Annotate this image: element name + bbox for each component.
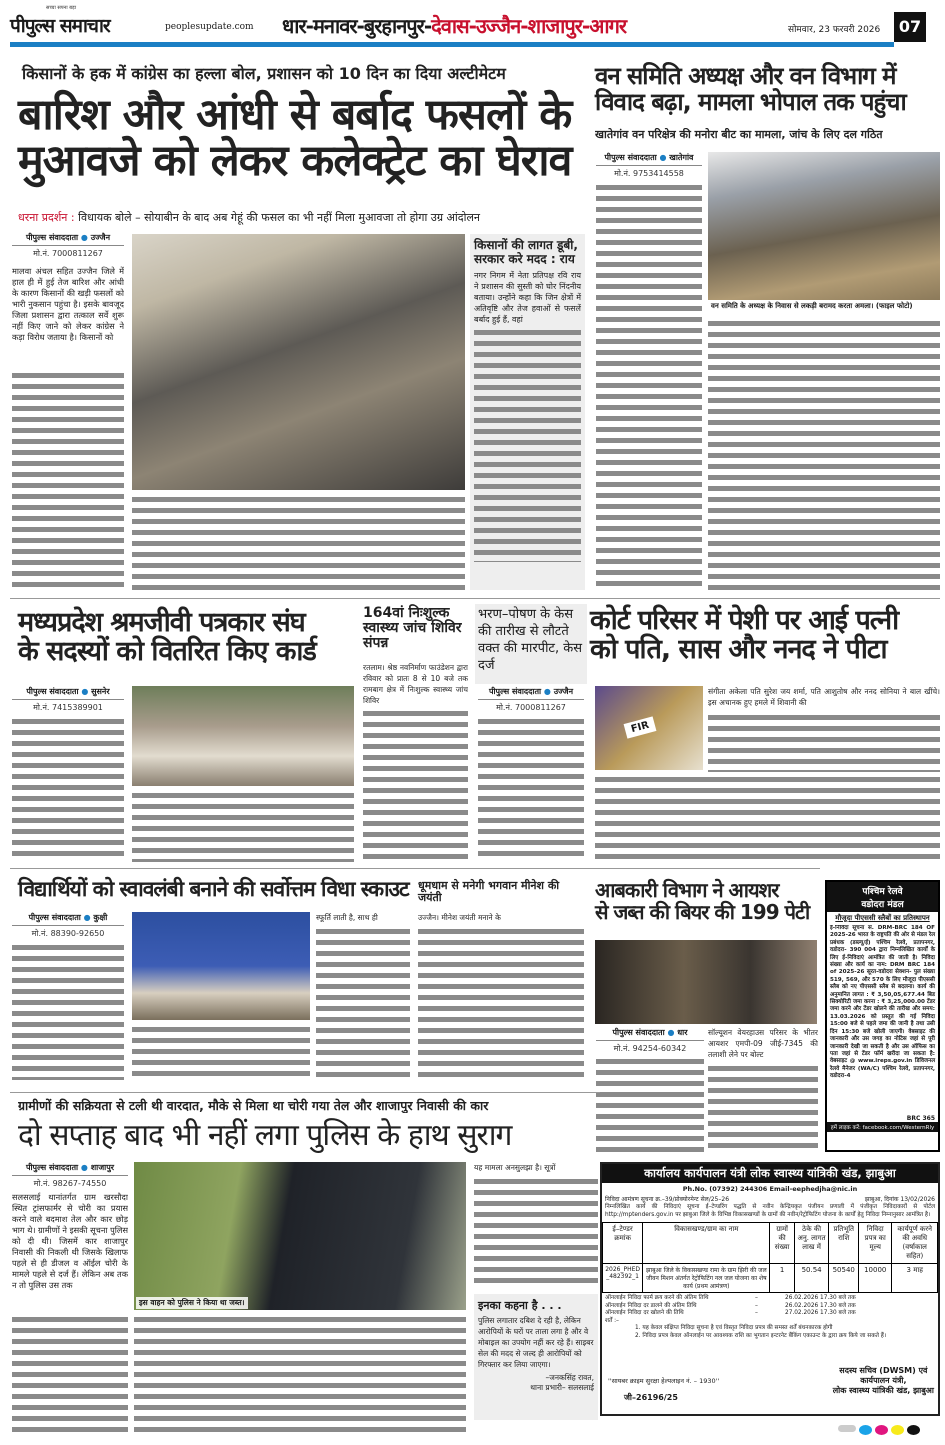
story5-kicker: भरण–पोषण के केस की तारीख से लौटते वक्त की मारपीट, केस दर्ज	[478, 607, 583, 673]
story5-headline-line1: कोर्ट परिसर में पेशी पर आई पत्नी	[590, 605, 899, 636]
masthead-rule	[10, 42, 894, 47]
byline: पीपुल्स संवाददाता ● धार	[596, 1027, 704, 1041]
fir-icon: FIR	[624, 716, 657, 738]
story3-headline-line1: मध्यप्रदेश श्रमजीवी पत्रकार संघ	[18, 607, 305, 638]
story9-body: सलसलाई थानांतर्गत ग्राम खरसौदा स्थित ट्रांसफार्मर से चोरी का प्रयास करने वाले बदमाश तेल और कार छोड़ भाग थे। ग्रामीणों ने इसकी सूचना पुलिस को दी थी। जिसमें कार शाजापुर निवासी की निकली थी जिसके खिलाफ पहले से ही डीजल व ऑईल चोरी के मामले पहले से दर्ज हैं। लेकिन अब तक न तो पुलिस उस तक	[12, 1192, 128, 1290]
story8-body-continued	[708, 1063, 818, 1154]
story5-kicker-box	[475, 604, 587, 684]
signature-line1: सदस्य सचिव (DWSM) एवं	[839, 1366, 928, 1375]
tender-signature	[833, 1366, 934, 1396]
story1-headline-line1: बारिश और आंधी से बर्बाद फसलों के	[18, 90, 572, 140]
story3-headline-line2: के सदस्यों को वितरित किए कार्ड	[18, 636, 316, 668]
story6-body-col1	[12, 942, 124, 1080]
tender-ref-row	[602, 1195, 938, 1203]
story9-headline: दो सप्ताह बाद भी नहीं लगा पुलिस के हाथ सुराग	[18, 1118, 512, 1153]
railway-ad-code: BRC 365	[906, 1115, 935, 1122]
railway-ad-title1: पश्चिम रेलवे	[862, 887, 903, 897]
col-header: ग्रामों की संख्या	[770, 1223, 794, 1264]
tender-deadlines	[602, 1293, 938, 1342]
website-url: peoplesupdate.com	[165, 22, 254, 32]
story5-body-col1	[478, 716, 584, 862]
yellow-mark	[891, 1425, 904, 1435]
byline: पीपुल्स संवाददाता ● सुसनेर	[12, 686, 124, 700]
railway-ad-header	[827, 882, 938, 912]
story1-headline-line2: मुआवजे को लेकर कलेक्ट्रेट का घेराव	[18, 136, 572, 187]
story5-headline	[590, 606, 940, 664]
cell: 10000	[859, 1264, 892, 1293]
story1-kicker	[18, 210, 588, 225]
story6-body-cols	[132, 1024, 310, 1080]
region-title-black: धार-मनावर-बुरहानपुर-	[282, 14, 432, 38]
railway-ad-subtitle: मौजूदा पीएससी स्लैबों का प्रतिस्थापन	[835, 914, 930, 922]
story1-sidebar	[470, 234, 585, 590]
gray-mark	[838, 1425, 856, 1432]
masthead	[10, 5, 935, 48]
tender-date: झाबुआ, दिनांक 13/02/2026	[864, 1196, 935, 1203]
byline: पीपुल्स संवाददाता ● उज्जैन	[478, 686, 584, 700]
region-title-red: देवास-उज्जैन-शाजापुर-आगर	[431, 14, 627, 38]
tender-table	[602, 1222, 938, 1293]
signature-line3: लोक स्वास्थ्य यांत्रिकी खंड, झाबुआ	[832, 1386, 934, 1395]
color-registration-marks	[838, 1425, 920, 1435]
story9-photo	[134, 1162, 466, 1310]
story2-headline	[595, 64, 940, 116]
logo: पीपुल्स समाचार	[10, 15, 110, 37]
story8-photo	[595, 940, 817, 1024]
story2-headline-line2: विवाद बढ़ा, मामला भोपाल तक पहुंचा	[595, 87, 906, 116]
deadline-row: ऑनलाईन निविदा दर डालने की अंतिम तिथि – 26.02.2026 17.30 बजे तक	[605, 1302, 856, 1309]
cyan-mark	[859, 1425, 872, 1435]
story8-body-col1	[596, 1056, 704, 1154]
story7-body-continued	[418, 926, 584, 1080]
deadline-row: ऑनलाईन निविदा फार्म क्रय करने की अंतिम तिथि – 26.02.2026 17.30 बजे तक	[605, 1295, 856, 1301]
sidebar-body: नगर निगम में नेता प्रतिपक्ष रवि राय ने प्रशासन की सुस्ती को घोर निंदनीय बताया। उन्होंने कहा कि जिन क्षेत्रों में अतिवृष्टि और तेज हवाओं से फसलें बर्बाद हुई हैं, वहां	[474, 270, 581, 324]
table-row	[603, 1264, 938, 1293]
story4-body: रतलाम। श्रेष्ठ नवनिर्माण फाउंडेशन द्वारा रविवार को प्रातः 8 से 10 बजे तक रामबाग क्षेत्र में निःशुल्क स्वास्थ्य जांच शिविर	[363, 663, 468, 705]
cell: 3 माह	[892, 1264, 938, 1293]
terms-label: शर्तें :–	[605, 1317, 619, 1324]
tender-intro: निम्नलिखित कार्य की निविदाएं सूचना ई–टेण्डरिंग पद्धति से नवीन केन्द्रियकृत पंजीयन प्रणाली में पंजीकृत निविदाकारों से पोर्टल http://mptenders.gov.in पर झाबुआ जिले के विभिन्न विकासखण्डों के ग्रामों की नवीन/रेट्रोफिटिंग योजना के कार्यों हेतु निविदा निम्नानुसार आमंत्रित है।	[605, 1204, 935, 1218]
story8-headline-line1: आबकारी विभाग ने आयशर	[595, 878, 779, 902]
story3-body-cols	[132, 790, 354, 862]
tender-title: कार्यालय कार्यपालन यंत्री लोक स्वास्थ्य यांत्रिकी खंड, झाबुआ	[602, 1164, 938, 1183]
sidebar-title: किसानों की लागत डूबी, सरकार करे मदद : राय	[474, 238, 578, 267]
story1-body-columns	[132, 494, 465, 590]
quote-role: थाना प्रभारी– सलसलाई	[530, 1383, 594, 1392]
byline: पीपुल्स संवाददाता ● शाजापुर	[12, 1162, 128, 1176]
story1-headline	[18, 92, 588, 185]
cell: 50.54	[794, 1264, 829, 1293]
signature-line2: कार्यपालन यंत्री,	[860, 1376, 907, 1385]
story6-headline: विद्यार्थियों को स्वावलंबी बनाने की सर्वोत्तम विधा स्काउट	[18, 877, 409, 901]
cell: 50540	[829, 1264, 859, 1293]
tender-helpline: ''सायबर क्राइम सुरक्षा हेल्पलाइन नं. – 1930''	[608, 1377, 720, 1385]
story3-photo	[132, 686, 354, 786]
railway-ad-body: ई-निविदा सूचना सं. DRM-BRC 184 OF 2025-26 भारत के राष्ट्रपति की ओर से मंडल रेल प्रबंधक (डब्ल्यू/ई) पश्चिम रेलवे, प्रतापनगर, वडोदरा- 390 004 द्वारा निम्नलिखित कार्यों के लिए ई-निविदाएं आमंत्रित की जाती है। निविदा संख्या और कार्य का नाम: DRM BRC 184 of 2025-26 सूरत-वडोदरा सेक्शन- पुल संख्या 519, 569, और 570 के लिए मौजूदा पीएससी स्लैब को नए पीएससी स्लैब से बदलना। कार्य की अनुमानित लागत : ₹ 3,50,05,677.44 बिड सिक्योरिटी जमा करना : ₹ 3,25,000.00 टेंडर जमा करने और टेंडर खोलने की तारीख और समय: 13.03.2026 को प्रस्तुत की गई निविदा 15:00 बजे से पहले जमा की जानी है तथा उसी दिन 15:30 बजे खोली जाएगी। वेबसाइट की जानकारी और उस जगह का नोटिस जहां से पूरी जानकारी देखी जा सकती है और उस ऑफिस का पता जहां से टेंडर फॉर्म खरीदा जा सकता है: वेबसाइट @ www.ireps.gov.in डिविजनल रेलवे मैनेजर (WA/C) पश्चिम रेलवे, प्रतापनगर, वडोदरा-4	[830, 925, 935, 1080]
story1-byline-box	[12, 232, 124, 259]
story9-body2-continued	[474, 1176, 598, 1288]
story8-headline-line2: से जब्त की बियर की 199 पेटी	[595, 899, 810, 924]
story5-body: संगीता अकेला पति सुरेश जय शर्मा, पति आशुतोष और ननद सोनिया ने बाल खींचे। इस अचानक हुए हमले में शिवानी की	[708, 687, 940, 707]
story5-body-right	[708, 712, 940, 772]
story4-headline: 164वां निःशुल्क स्वास्थ्य जांच शिविर संपन्न	[363, 605, 462, 652]
story9-body-continued	[12, 1314, 128, 1434]
story6-photo	[132, 912, 310, 1020]
story9-body2: यह मामला अनसुलझा है। सूत्रों	[474, 1163, 556, 1172]
story3-body-col1	[12, 716, 124, 862]
col-header: निविदा प्रपत्र का मूल्य	[859, 1223, 892, 1264]
story7-headline: धूमधाम से मनेगी भगवान मीनेश की जयंती	[418, 879, 560, 904]
phone: मो.नं. 7000811267	[496, 703, 566, 712]
col-header: ई–टेण्डर क्रमांक	[603, 1223, 643, 1264]
region-title	[282, 12, 626, 39]
quote-title: इनका कहना है . . .	[478, 1299, 562, 1312]
story2-byline-box	[596, 152, 702, 179]
byline: पीपुल्स संवाददाता ● खातेगांव	[596, 152, 702, 166]
story3-headline	[18, 608, 358, 666]
phone: मो.नं. 7415389901	[33, 703, 103, 712]
quote-author: –जनकसिंह रावत,	[545, 1373, 594, 1382]
date: सोमवार, 23 फरवरी 2026	[788, 25, 881, 35]
story1-photo	[132, 234, 465, 490]
story8-body: सॉल्यूशन वेयरहाउस परिसर के भीतर आयशर एमपी-09 जीई-7345 की तलाशी लेने पर बोल्ट	[708, 1028, 818, 1059]
story9-body-cols	[134, 1314, 466, 1434]
term: 1. यह केवल संक्षिप्त निविदा सूचना है एवं विस्तृत निविदा प्रपत्र की समस्त शर्तें बंधनकारक होगी	[635, 1325, 833, 1331]
quote-box	[474, 1294, 598, 1420]
story7-body: उज्जैन। मीनेश जयंती मनाने के	[418, 913, 501, 922]
story9-subhead: ग्रामीणों की सक्रियता से टली थी वारदात, मौके से मिला था चोरी गया तेल और शाजापुर निवासी की कार	[18, 1098, 489, 1113]
story1-kicker-text: विधायक बोले – सोयाबीन के बाद अब गेहूं की फसल का भी नहीं मिला मुआवजा तो होगा उग्र आंदोलन	[78, 211, 481, 224]
railway-ad-footer[interactable]: हमें लाइक करें: facebook.com/WesternRly	[827, 1122, 938, 1132]
story1-kicker-label: धरना प्रदर्शन :	[18, 211, 75, 224]
story2-photo-caption: वन समिति के अध्यक्ष के निवास से लकड़ी बरामद करता अमला। (फाइल फोटो)	[708, 301, 940, 312]
story8-headline	[595, 880, 820, 923]
magenta-mark	[875, 1425, 888, 1435]
sidebar-body-continued	[474, 327, 581, 562]
term: 2. निविदा प्रपत्र केवल ऑनलाईन पर आवश्यक राशि का भुगतान इन्टरनेट बैंकिंग एकाउन्ट के द्वारा क्रय किये जा सकते हैं।	[635, 1332, 887, 1339]
byline: पीपुल्स संवाददाता ● उज्जैन	[12, 232, 124, 246]
story6-body: स्फूर्ति लाती है, साथ ही	[316, 913, 378, 922]
logo-tagline: सच्चा सपना बड़ा	[46, 5, 77, 11]
section-divider	[10, 1092, 600, 1093]
story6-body-continued	[316, 926, 410, 1080]
col-header: विकासखण्ड/ग्राम का नाम	[643, 1223, 770, 1264]
section-divider	[10, 598, 940, 599]
story6-byline-box	[12, 912, 124, 939]
story1-subhead: किसानों के हक में कांग्रेस का हल्ला बोल, प्रशासन को 10 दिन का दिया अल्टीमेटम	[22, 64, 506, 83]
cell: 2026_PHED_482392_1	[603, 1264, 643, 1293]
phone: मो.नं. 88390-92650	[31, 929, 105, 938]
story8-byline-box	[596, 1027, 704, 1054]
phone: मो.नं. 98267-74550	[33, 1179, 107, 1188]
railway-ad-title2: वडोदरा मंडल	[861, 900, 904, 910]
tender-ref: निविदा आमंत्रण सूचना क्र.–39/प्रोक्योरमेन्ट सेल/25–26	[605, 1196, 730, 1203]
story2-subhead: खातेगांव वन परिक्षेत्र की मनोरा बीट का मामला, जांच के लिए दल गठित	[595, 128, 883, 141]
deadline-row: ऑनलाईन निविदा दर खोलने की तिथि – 27.02.2026 17.30 बजे तक	[605, 1310, 856, 1316]
quote-text: पुलिस लगातार दबिश दे रही है, लेकिन आरोपियों के घरों पर ताला लगा है और वे मोबाइल का उपयोग नहीं कर रहे हैं। साइबर सेल की मदद से जल्द ही आरोपियों को गिरफ्तार कर लिया जाएगा।	[478, 1316, 594, 1369]
tender-code: जी–26196/25	[624, 1393, 678, 1402]
story5-headline-line2: को पति, सास और ननद ने पीटा	[590, 634, 887, 666]
story2-body-cols	[708, 318, 940, 590]
story1-body: मालवा अंचल सहित उज्जैन जिले में हाल ही में हुई तेज बारिश और आंधी के कारण किसानों की खड़ी फसलों को भारी नुकसान पहुंचा है। इसके बावजूद जिला प्रशासन द्वारा तत्काल सर्वे शुरू नहीं किए जाने को लेकर कांग्रेस ने कड़ा विरोध जताया है। किसानों को	[12, 266, 124, 342]
section-divider	[10, 868, 820, 869]
tender-table-header	[603, 1223, 938, 1264]
story1-body-continued	[12, 370, 124, 590]
story5-illustration	[595, 686, 703, 770]
tender-contact: Ph.No. (07392) 244306 Email-eephedjha@nic.in	[682, 1185, 858, 1193]
col-header: ठेके की अनु. लागत लाख में	[794, 1223, 829, 1264]
cell: झाबुआ जिले के विकासखण्ड रामा के ग्राम झिरी की जल जीवन मिशन अंतर्गत रेट्रोफिटिंग नल जल योजना का शेष कार्य (प्रथम आमंत्रण)	[643, 1264, 770, 1293]
phone: मो.नं. 7000811267	[33, 249, 103, 258]
phone: मो.नं. 9753414558	[614, 169, 684, 178]
story4-body-continued	[363, 708, 468, 862]
phone: मो.नं. 94254-60342	[613, 1044, 687, 1053]
story5-body-continued	[595, 774, 940, 862]
story2-body-col1	[596, 182, 702, 590]
cell: 1	[770, 1264, 794, 1293]
black-mark	[907, 1425, 920, 1435]
story9-byline-box	[12, 1162, 128, 1189]
byline: पीपुल्स संवाददाता ● कुक्षी	[12, 912, 124, 926]
story9-photo-caption: इस वाहन को पुलिस ने किया था जब्त।	[136, 1297, 248, 1309]
phed-tender-ad	[600, 1162, 940, 1416]
col-header: कार्यपूर्ण करने की अवधि (वर्षाकाल सहित)	[892, 1223, 938, 1264]
col-header: प्रतिभूति राशि	[829, 1223, 859, 1264]
story3-byline-box	[12, 686, 124, 713]
page-number: 07	[894, 12, 926, 42]
story5-byline-box	[478, 686, 584, 713]
railway-tender-ad	[825, 880, 940, 1152]
story2-headline-line1: वन समिति अध्यक्ष और वन विभाग में	[595, 62, 896, 90]
story2-photo	[708, 152, 940, 300]
